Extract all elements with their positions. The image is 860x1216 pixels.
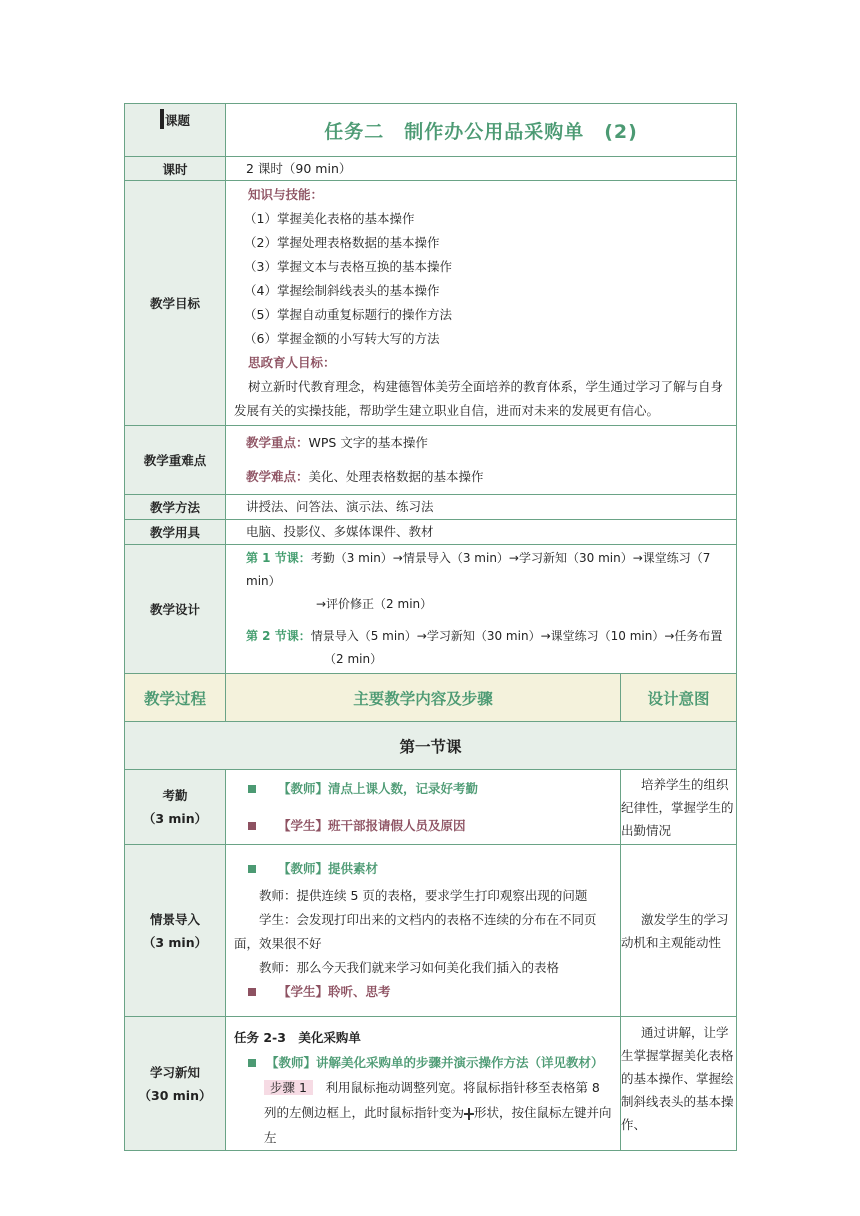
goals-label: 教学目标 <box>125 181 226 426</box>
intro-duration: （3 min） <box>142 934 208 950</box>
step-tag: 步骤 1 <box>264 1080 313 1095</box>
lesson1-text: 考勤（3 min）→情景导入（3 min）→学习新知（30 min）→课堂练习（7 min） <box>246 551 711 588</box>
hours-label: 课时 <box>125 157 226 181</box>
attendance-content <box>226 770 621 845</box>
design-content <box>226 545 737 674</box>
attendance-label: 考勤 <box>162 788 188 803</box>
keypoints-row <box>125 426 737 495</box>
goal-item-5: （5）掌握自动重复标题行的操作方法 <box>244 307 452 322</box>
keypoints-content <box>226 426 737 495</box>
resize-cursor-icon <box>464 1108 474 1120</box>
process-col2: 主要教学内容及步骤 <box>226 674 621 722</box>
learn-duration: （30 min） <box>138 1087 212 1103</box>
tools-label: 教学用具 <box>125 520 226 545</box>
attendance-teacher-line <box>248 770 612 807</box>
topic-title: 任务二 制作办公用品采购单 (2) <box>226 104 737 157</box>
square-bullet-icon <box>248 988 256 996</box>
topic-row <box>125 104 737 157</box>
lesson2-cont: （2 min） <box>324 652 383 666</box>
ideology-text: 树立新时代教育理念，构建德智体美劳全面培养的教育体系，学生通过学习了解与自身发展有关的实操技能，帮助学生建立职业自信，进而对未来的发展更有信心。 <box>234 379 724 418</box>
intro-label: 情景导入 <box>149 911 200 927</box>
square-bullet-icon <box>248 1059 256 1067</box>
method-row <box>125 495 737 520</box>
marker-bar <box>160 109 164 129</box>
square-bullet-icon <box>248 865 256 873</box>
hours-row <box>125 157 737 181</box>
learn-step-text2: 形状，按住鼠标左键并向左 <box>264 1105 612 1145</box>
attendance-row <box>125 770 737 845</box>
learn-label: 学习新知 <box>149 1064 200 1080</box>
process-col1: 教学过程 <box>125 674 226 722</box>
lesson-plan-table <box>124 103 737 1151</box>
attendance-label-cell <box>125 770 226 845</box>
attendance-student: 【学生】班干部报请假人员及原因 <box>278 818 466 833</box>
square-bullet-icon <box>248 822 256 830</box>
learn-row <box>125 1017 737 1151</box>
intro-teacher: 【教师】提供素材 <box>278 861 379 876</box>
goals-content <box>226 181 737 426</box>
hours-value: 2 课时（90 min） <box>226 157 737 181</box>
learn-teacher-line <box>234 1050 614 1075</box>
learn-step-line <box>234 1075 614 1150</box>
lesson1-line <box>246 547 732 593</box>
section1-row <box>125 722 737 770</box>
design-row <box>125 545 737 674</box>
attendance-student-line <box>248 807 612 844</box>
goal-item-6: （6）掌握金额的小写转大写的方法 <box>244 331 440 346</box>
focus-text: WPS 文字的基本操作 <box>308 435 428 450</box>
learn-step-text1: 利用鼠标拖动调整列宽。将鼠标指针移至表格第 8 列的左侧边框上，此时鼠标指针变为 <box>264 1080 600 1120</box>
attendance-intent: 培养学生的组织纪律性，掌握学生的出勤情况 <box>621 770 737 845</box>
process-col3: 设计意图 <box>621 674 737 722</box>
keypoints-label: 教学重难点 <box>125 426 226 495</box>
process-header-row <box>125 674 737 722</box>
intro-student-line <box>234 980 614 1004</box>
topic-label: 课题 <box>165 113 191 128</box>
attendance-duration: （3 min） <box>142 811 208 826</box>
learn-task: 任务 2-3 美化采购单 <box>234 1030 361 1045</box>
intro-student: 【学生】聆听、思考 <box>278 984 391 999</box>
method-value: 讲授法、问答法、演示法、练习法 <box>226 495 737 520</box>
method-label: 教学方法 <box>125 495 226 520</box>
intro-content <box>226 845 621 1017</box>
goals-row <box>125 181 737 426</box>
lesson2-line <box>246 625 732 648</box>
intro-label-cell <box>125 845 226 1017</box>
goal-item-4: （4）掌握绘制斜线表头的基本操作 <box>244 283 440 298</box>
attendance-teacher: 【教师】清点上课人数，记录好考勤 <box>278 781 479 796</box>
tools-value: 电脑、投影仪、多媒体课件、教材 <box>226 520 737 545</box>
section1-title: 第一节课 <box>125 722 737 770</box>
intro-intent: 激发学生的学习动机和主观能动性 <box>621 845 737 1017</box>
focus-line <box>246 426 728 460</box>
focus-label: 教学重点： <box>246 435 309 450</box>
learn-intent: 通过讲解，让学生掌握掌握美化表格的基本操作、掌握绘制斜线表头的基本操作、 <box>621 1017 737 1151</box>
goal-item-2: （2）掌握处理表格数据的基本操作 <box>244 235 440 250</box>
difficulty-line <box>246 460 728 494</box>
learn-label-cell <box>125 1017 226 1151</box>
difficulty-label: 教学难点： <box>246 469 309 484</box>
lesson2-text: 情景导入（5 min）→学习新知（30 min）→课堂练习（10 min）→任务布置 <box>310 629 723 643</box>
ideology-heading: 思政育人目标： <box>248 355 336 370</box>
intro-line1: 教师：提供连续 5 页的表格，要求学生打印观察出现的问题 <box>259 888 588 903</box>
design-label: 教学设计 <box>125 545 226 674</box>
intro-line2: 学生：会发现打印出来的文档内的表格不连续的分布在不同页面，效果很不好 <box>234 912 597 951</box>
goal-item-1: （1）掌握美化表格的基本操作 <box>244 211 415 226</box>
lesson1-cont: →评价修正（2 min） <box>316 597 433 611</box>
tools-row <box>125 520 737 545</box>
difficulty-text: 美化、处理表格数据的基本操作 <box>308 469 484 484</box>
square-bullet-icon <box>248 785 256 793</box>
learn-teacher: 【教师】讲解美化采购单的步骤并演示操作方法（详见教材） <box>266 1055 604 1070</box>
goal-item-3: （3）掌握文本与表格互换的基本操作 <box>244 259 452 274</box>
lesson2-label: 第 2 节课： <box>246 629 311 643</box>
intro-teacher-line <box>234 857 614 881</box>
topic-label-cell <box>125 104 226 157</box>
learn-content <box>226 1017 621 1151</box>
knowledge-heading: 知识与技能： <box>248 187 324 202</box>
lesson1-label: 第 1 节课： <box>246 551 311 565</box>
intro-line3: 教师：那么今天我们就来学习如何美化我们插入的表格 <box>259 960 560 975</box>
intro-row <box>125 845 737 1017</box>
